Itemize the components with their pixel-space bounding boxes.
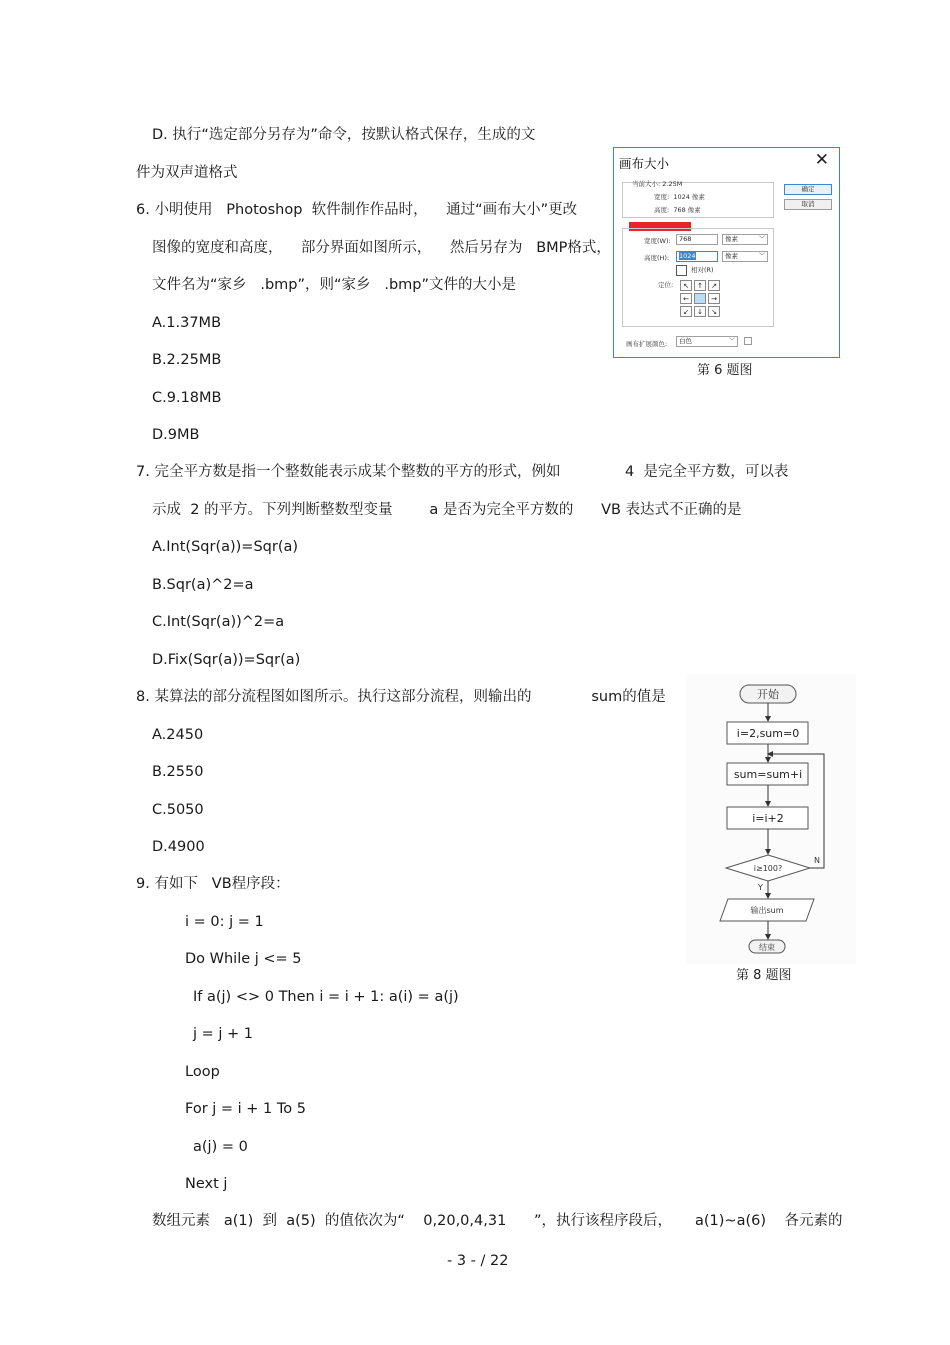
anchor-bottom-left[interactable]: ↙ — [680, 306, 692, 317]
canvas-size-dialog — [613, 147, 840, 358]
extension-color-value: 白色 — [679, 337, 692, 345]
anchor-top-right[interactable]: ↗ — [708, 280, 720, 291]
accumulate-label: sum=sum+i — [733, 768, 803, 781]
anchor-top-left[interactable]: ↖ — [680, 280, 692, 291]
chevron-down-icon: ﹀ — [758, 253, 765, 260]
start-label: 开始 — [757, 688, 779, 701]
relative-label: 相对(R) — [691, 266, 714, 274]
anchor-left[interactable]: ← — [680, 293, 692, 304]
q8-option-d: D.4900 — [152, 839, 205, 855]
cancel-button[interactable]: 取消 — [784, 199, 832, 210]
ok-button[interactable]: 确定 — [784, 184, 832, 195]
height-unit-select[interactable] — [722, 251, 768, 262]
q6-option-c: C.9.18MB — [152, 390, 222, 406]
height-label: 高度(H): — [644, 254, 670, 262]
width-unit-value: 像素 — [725, 235, 738, 243]
q8-option-a: A.2450 — [152, 727, 204, 743]
figure-8-caption: 第 8 题图 — [736, 968, 792, 983]
code-line-8: Next j — [185, 1176, 228, 1192]
height-unit-value: 像素 — [725, 252, 738, 260]
extension-color-label: 画布扩展颜色: — [626, 340, 668, 348]
code-line-7: a(j) = 0 — [193, 1139, 248, 1155]
q8-option-c: C.5050 — [152, 802, 204, 818]
anchor-bottom[interactable]: ↓ — [694, 306, 706, 317]
q7-option-a: A.Int(Sqr(a))=Sqr(a) — [152, 539, 299, 555]
q7-option-c: C.Int(Sqr(a))^2=a — [152, 614, 285, 630]
yes-label: Y — [758, 883, 763, 892]
current-size-label: 当前大小: 2.25M — [632, 180, 683, 188]
width-label: 宽度(W): — [644, 237, 671, 245]
q7-option-d: D.Fix(Sqr(a))=Sqr(a) — [152, 652, 301, 668]
output-label: 输出sum — [750, 906, 784, 915]
chevron-down-icon: ﹀ — [728, 338, 735, 345]
current-width: 宽度: 1024 像素 — [654, 193, 705, 201]
height-input[interactable] — [676, 251, 718, 262]
figure-6-caption: 第 6 题图 — [697, 363, 753, 378]
current-height: 高度: 768 像素 — [654, 206, 701, 214]
q6-stem-line1: 6. 小明使用 Photoshop 软件制作作品时， 通过“画布大小”更改 — [136, 202, 578, 218]
increment-label: i=i+2 — [752, 812, 784, 825]
anchor-bottom-right[interactable]: ↘ — [708, 306, 720, 317]
dialog-title: 画布大小 — [619, 156, 670, 171]
q5-option-d-line1: D. 执行“选定部分另存为”命令，按默认格式保存，生成的文 — [152, 127, 536, 143]
code-line-2: Do While j <= 5 — [185, 951, 302, 967]
condition-label: i≥100? — [753, 864, 783, 873]
chevron-down-icon: ﹀ — [758, 236, 765, 243]
q9-stem: 9. 有如下 VB程序段： — [136, 876, 290, 892]
anchor-label: 定位: — [658, 281, 674, 289]
anchor-right[interactable]: → — [708, 293, 720, 304]
width-input[interactable]: 768 — [676, 234, 718, 245]
q9-array-description: 数组元素 a(1) 到 a(5) 的值依次为“ 0,20,0,4,31 ”，执行该程序段后， a(1)~a(6) 各元素的 — [152, 1213, 843, 1229]
relative-checkbox[interactable] — [676, 265, 687, 276]
code-line-6: For j = i + 1 To 5 — [185, 1101, 306, 1117]
q5-option-d-line2: 件为双声道格式 — [136, 165, 238, 181]
extension-color-swatch[interactable] — [744, 337, 752, 345]
flowchart — [686, 674, 856, 964]
code-line-5: Loop — [185, 1064, 220, 1080]
q6-option-a: A.1.37MB — [152, 315, 222, 331]
code-line-3: If a(j) <> 0 Then i = i + 1: a(i) = a(j) — [193, 989, 459, 1005]
q7-option-b: B.Sqr(a)^2=a — [152, 577, 254, 593]
close-icon[interactable]: ✕ — [814, 150, 829, 170]
height-value: 1024 — [679, 252, 696, 260]
q6-option-d: D.9MB — [152, 427, 200, 443]
end-label: 结束 — [759, 943, 775, 952]
anchor-center[interactable] — [694, 293, 706, 304]
page-number: - 3 - / 22 — [447, 1253, 509, 1269]
q6-stem-line2: 图像的宽度和高度， 部分界面如图所示， 然后另存为 BMP格式， — [152, 240, 611, 256]
extension-color-select[interactable] — [676, 336, 738, 347]
q8-stem: 8. 某算法的部分流程图如图所示。执行这部分流程，则输出的 sum的值是 — [136, 689, 666, 705]
anchor-top[interactable]: ↑ — [694, 280, 706, 291]
q6-stem-line3: 文件名为“家乡 .bmp”，则“家乡 .bmp”文件的大小是 — [152, 277, 516, 293]
init-label: i=2,sum=0 — [736, 727, 800, 740]
q7-stem-line1: 7. 完全平方数是指一个整数能表示成某个整数的平方的形式，例如 4 是完全平方数，可以表 — [136, 464, 789, 480]
code-line-4: j = j + 1 — [193, 1026, 254, 1042]
q7-stem-line2: 示成 2 的平方。下列判断整数型变量 a 是否为完全平方数的 VB 表达式不正确的是 — [152, 502, 742, 518]
q8-option-b: B.2550 — [152, 764, 204, 780]
q6-option-b: B.2.25MB — [152, 352, 222, 368]
no-label: N — [814, 856, 820, 865]
width-unit-select[interactable] — [722, 234, 768, 245]
code-line-1: i = 0: j = 1 — [185, 914, 264, 930]
